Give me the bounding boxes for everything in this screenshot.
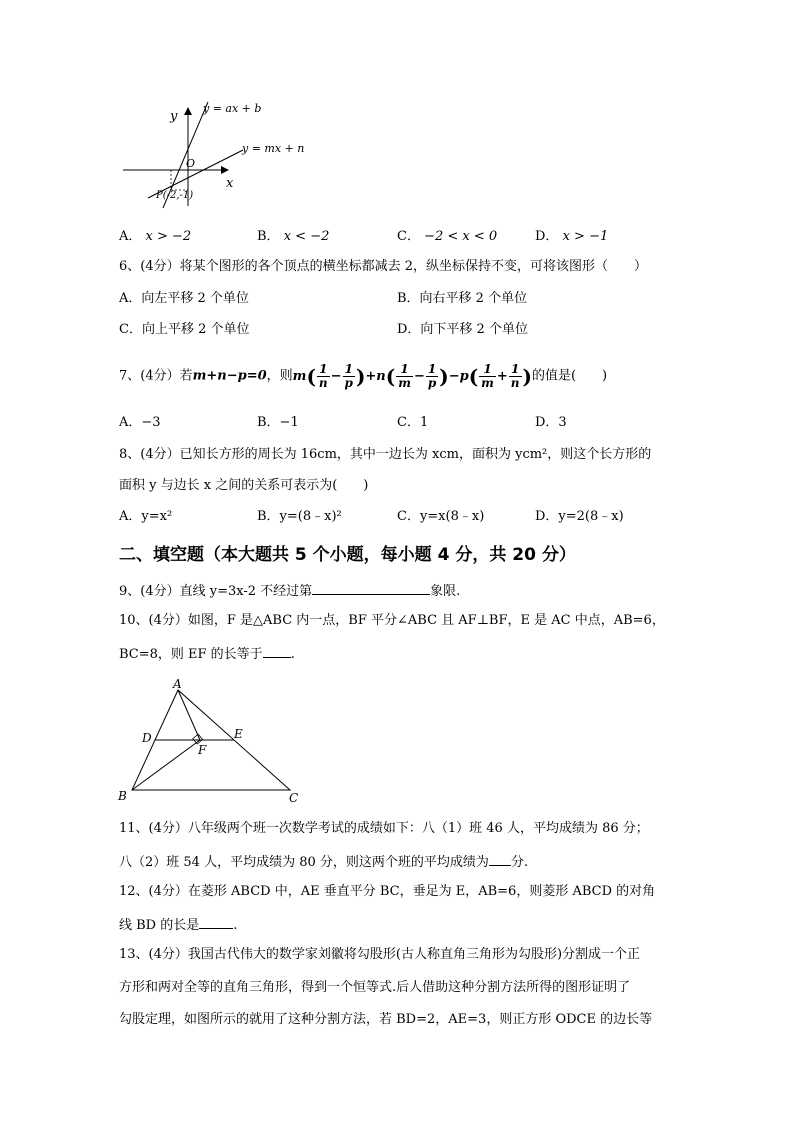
q6-option-c[interactable]: C．向上平移 2 个单位	[119, 322, 250, 337]
q7-condition: m+n−p=0	[192, 368, 267, 384]
q5-option-b[interactable]	[257, 228, 329, 246]
q7-option-b[interactable]: B．−1	[257, 415, 299, 430]
point-f-label: F	[198, 743, 207, 757]
q8-option-d[interactable]: D．y=2(8﹣x)	[535, 509, 624, 524]
q6-option-a[interactable]: A．向左平移 2 个单位	[119, 291, 249, 306]
q7-stem	[119, 358, 607, 395]
q12-line2-after: .	[233, 918, 238, 933]
q10-line2-after: .	[290, 647, 295, 662]
option-text: x > −2	[145, 229, 192, 244]
q5-option-d[interactable]	[535, 228, 608, 246]
q5-option-a[interactable]	[119, 228, 191, 246]
option-letter: A．	[119, 229, 142, 244]
graph-y-label: y	[170, 109, 178, 124]
graph-point-label: P(-2,-1)	[156, 190, 194, 201]
q10-answer-blank[interactable]	[263, 643, 291, 658]
vertex-a-label: A	[173, 677, 182, 691]
graph-origin-label: O	[186, 157, 196, 170]
graph-x-label: x	[226, 176, 234, 191]
triangle-figure	[112, 672, 312, 812]
q9-answer-blank[interactable]	[312, 580, 430, 595]
q9-after: 象限.	[430, 584, 461, 599]
section-heading-fill-blank: 二、填空题（本大题共 5 个小题，每小题 4 分，共 20 分）	[119, 545, 576, 565]
point-d-label: D	[142, 731, 152, 745]
option-text: x < −2	[283, 229, 330, 244]
q8-option-b[interactable]: B．y=(8﹣x)²	[257, 509, 342, 524]
q7-option-c[interactable]: C．1	[397, 415, 429, 430]
q9-before: 9、(4分）直线 y=3x-2 不经过第	[119, 584, 313, 599]
q7-option-a[interactable]: A．−3	[119, 415, 161, 430]
q12-line2-before: 线 BD 的长是	[119, 918, 200, 933]
graph-line1-label: y = ax + b	[203, 102, 262, 115]
q11-answer-blank[interactable]	[489, 851, 511, 866]
q12-answer-blank[interactable]	[199, 914, 233, 929]
q8-option-c[interactable]: C．y=x(8﹣x)	[397, 509, 485, 524]
option-text: −2 < x < 0	[424, 229, 498, 244]
point-e-label: E	[234, 727, 243, 741]
q8-line2: 面积 y 与边长 x 之间的关系可表示为( )	[119, 478, 369, 493]
q6-stem: 6、(4分）将某个图形的各个顶点的横坐标都减去 2，纵坐标保持不变，可将该图形（ ）	[119, 259, 648, 274]
q6-option-b[interactable]: B．向右平移 2 个单位	[397, 291, 528, 306]
segment-af	[178, 690, 200, 740]
q6-option-d[interactable]: D．向下平移 2 个单位	[397, 322, 528, 337]
q7-option-d[interactable]: D．3	[535, 415, 567, 430]
q11-line2	[119, 851, 528, 872]
q7-expression: m( $\frac{1}{n}$ − $\frac{1}{p}$ )+n( $\frac{1}{m}$ − $\frac{1}{p}$ )−p( $\frac{1}{m}$ + $\frac{1}{n}$ )	[292, 361, 532, 390]
option-letter: D．	[535, 229, 559, 244]
q9-stem	[119, 580, 460, 601]
q11-line1: 11、(4分）八年级两个班一次数学考试的成绩如下：八（1）班 46 人，平均成绩为 86 分；	[119, 821, 649, 836]
q10-line1: 10、(4分）如图，F 是△ABC 内一点，BF 平分∠ABC 且 AF⊥BF，E 是 AC 中点，AB=6，	[119, 613, 665, 628]
q7-suffix: 的值是( )	[531, 368, 608, 384]
q7-mid: ，则	[266, 368, 293, 384]
vertex-b-label: B	[118, 789, 127, 803]
q12-line1: 12、(4分）在菱形 ABCD 中，AE 垂直平分 BC，垂足为 E，AB=6，则菱形 ABCD 的对角	[119, 884, 656, 899]
q8-line1: 8、(4分）已知长方形的周长为 16cm，其中一边长为 xcm，面积为 ycm²，则这个长方形的	[119, 447, 652, 462]
q10-line2-before: BC=8，则 EF 的长等于	[119, 647, 263, 662]
q13-line2: 方形和两对全等的直角三角形，得到一个恒等式.后人借助这种分割方法所得的图形证明了	[119, 980, 631, 995]
option-text: x > −1	[562, 229, 609, 244]
q13-line3: 勾股定理，如图所示的就用了这种分割方法，若 BD=2，AE=3，则正方形 ODCE 的边长等	[119, 1012, 653, 1027]
segment-bf	[132, 740, 200, 790]
option-letter: B．	[257, 229, 280, 244]
graph-line2-label: y = mx + n	[242, 142, 305, 155]
graph-linear-functions	[118, 98, 318, 210]
q11-line2-after: 分.	[510, 855, 529, 870]
q8-option-a[interactable]: A．y=x²	[119, 509, 173, 524]
q12-line2	[119, 914, 237, 935]
q10-line2	[119, 643, 295, 664]
option-letter: C．	[397, 229, 420, 244]
vertex-c-label: C	[289, 791, 299, 805]
q11-line2-before: 八（2）班 54 人，平均成绩为 80 分，则这两个班的平均成绩为	[119, 855, 489, 870]
q13-line1: 13、(4分）我国古代伟大的数学家刘徽将勾股形(古人称直角三角形为勾股形)分割成一个正	[119, 947, 641, 962]
q5-option-c[interactable]	[397, 228, 497, 246]
q7-prefix: 7、(4分）若	[119, 368, 193, 384]
